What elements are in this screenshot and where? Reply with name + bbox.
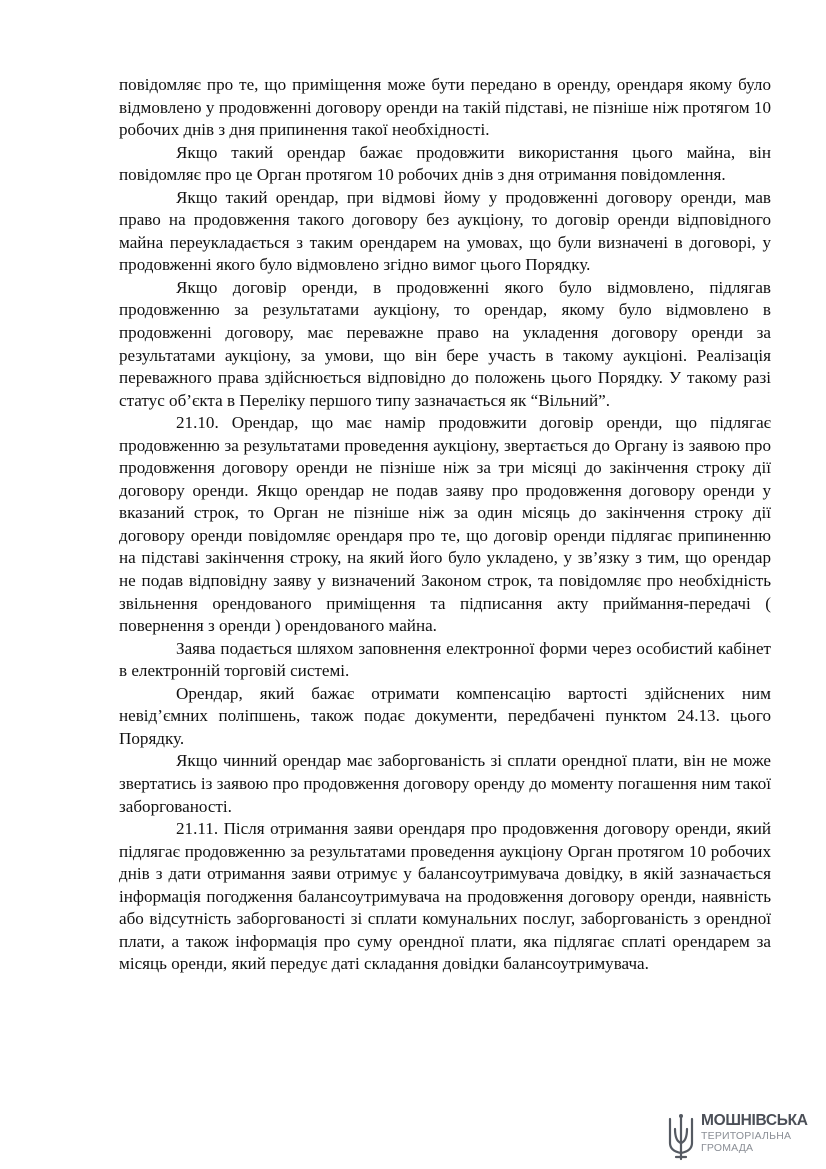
trident-icon xyxy=(667,1113,695,1161)
paragraph: Якщо такий орендар бажає продовжити використання цього майна, він повідомляє про це Орган протягом 10 робочих днів з дня отримання повідомлення. xyxy=(119,142,771,185)
document-body xyxy=(119,74,771,976)
paragraph: Заява подається шляхом заповнення електронної форми через особистий кабінет в електронній торговій системі. xyxy=(119,638,771,681)
paragraph: Орендар, який бажає отримати компенсацію вартості здійснених ним невід’ємних поліпшень, також подає документи, передбачені пунктом 24.13. цього Порядку. xyxy=(119,683,771,748)
paragraph: Якщо такий орендар, при відмові йому у продовженні договору оренди, мав право на продовження такого договору без аукціону, то договір оренди відповідного майна переукладається з таким орендарем на умовах, що були визначені в договорі, у продовженні якого було відмовлено згідно вимог цього Порядку. xyxy=(119,187,771,275)
paragraph: Якщо договір оренди, в продовженні якого було відмовлено, підлягав продовженню за результатами аукціону, то орендар, якому було відмовлено в продовженні договору, має переважне право на укладення договору оренди за результатами аукціону, за умови, що він бере участь в такому аукціоні. Реалізація переважного права здійснюється відповідно до положень цього Порядку. У такому разі статус об’єкта в Переліку першого типу зазначається як “Вільний”. xyxy=(119,277,771,410)
paragraph: повідомляє про те, що приміщення може бути передано в оренду, орендаря якому було відмовлено у продовженні договору оренди на такій підставі, не пізніше ніж протягом 10 робочих днів з дня припинення такої необхідності. xyxy=(119,75,771,140)
paragraph: 21.10. Орендар, що має намір продовжити договір оренди, що підлягає продовженню за результатами проведення аукціону, звертається до Органу із заявою про продовження договору оренди не пізніше ніж за три місяці до закінчення строку дії договору оренди. Якщо орендар не подав заяву про продовження договору оренди у вказаний строк, то Орган не пізніше ніж за один місяць до закінчення строку дії договору оренди повідомляє орендаря про те, що договір оренди підлягає припиненню на підставі закінчення строку, на який його було укладено, у зв’язку з тим, що орендар не подав відповідну заяву у визначений Законом строк, та повідомляє про необхідність звільнення орендованого приміщення та підписання акту приймання-передачі ( повернення з оренди ) орендованого майна. xyxy=(119,413,771,636)
paragraph: 21.11. Після отримання заяви орендаря про продовження договору оренди, який підлягає продовженню за результатами проведення аукціону Орган протягом 10 робочих днів з дати отримання заяви отримує у балансоутримувача довідку, в якій зазначається інформація погодження балансоутримувача на продовження договору оренди, наявність або відсутність заборгованості зі сплати комунальних послуг, заборгованість з орендної плати, а також інформація про суму орендної плати, яка підлягає сплаті орендарем за місяць оренди, який передує даті складання довідки балансоутримувача. xyxy=(119,819,771,974)
community-logo-watermark xyxy=(667,1112,817,1164)
paragraph: Якщо чинний орендар має заборгованість зі сплати орендної плати, він не може звертатись із заявою про продовження договору оренду до моменту погашення ним такої заборгованості. xyxy=(119,751,771,816)
logo-subtitle: ТЕРИТОРІАЛЬНА xyxy=(701,1130,792,1142)
logo-subtitle: ГРОМАДА xyxy=(701,1142,754,1154)
logo-title: МОШНІВСЬКА xyxy=(701,1112,808,1129)
